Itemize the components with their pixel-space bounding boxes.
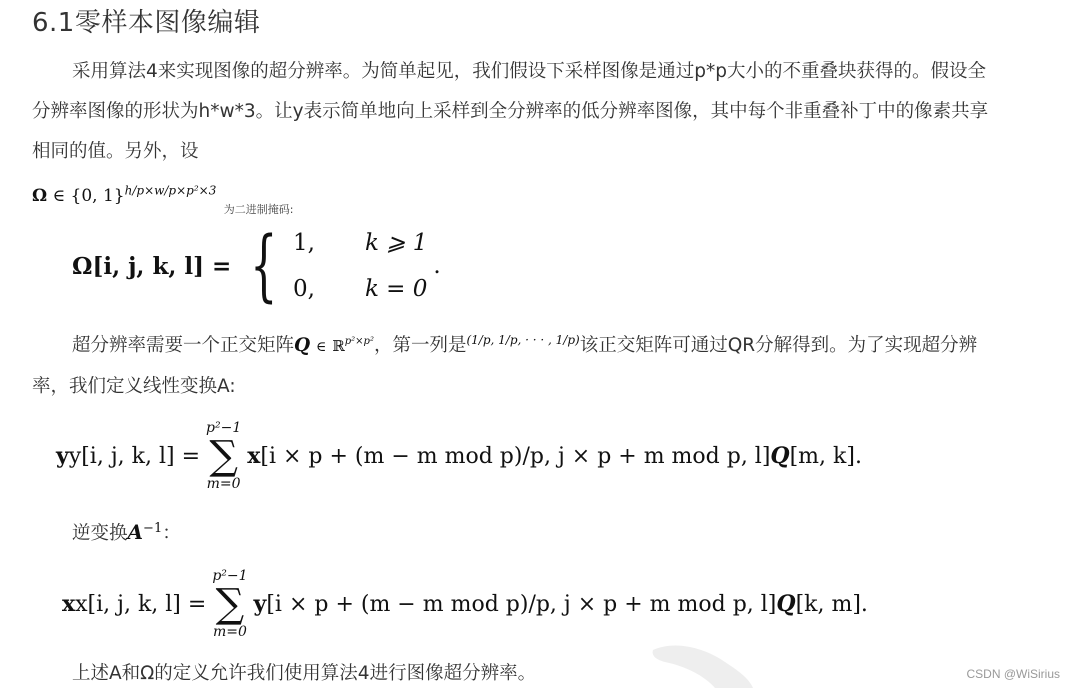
case-1-value: 1, <box>292 230 315 256</box>
eq1-x: x <box>247 443 261 469</box>
sr-text-a: 超分辨率需要一个正交矩阵 <box>72 335 295 356</box>
inverse-colon: ： <box>162 523 181 544</box>
linear-transform-equation <box>56 420 862 492</box>
case-1-condition: k ⩾ 1 <box>364 230 428 256</box>
case-2-condition: k = 0 <box>364 276 428 302</box>
omega-exponent: h/p×w/p×p²×3 <box>124 183 217 198</box>
inverse-transform-equation <box>62 568 868 640</box>
inverse-transform-label <box>32 512 1062 554</box>
intro-line-1: 采用算法4来实现图像的超分辨率。为简单起见，我们假设下采样图像是通过p*p大小的不重叠块获得的。假设全 <box>72 61 987 82</box>
left-brace: { <box>250 221 278 311</box>
cases-period: . <box>433 253 441 279</box>
omega-definition <box>32 183 294 216</box>
cases-rows <box>293 230 427 302</box>
real-set: ℝ <box>332 337 345 355</box>
element-of: ∈ <box>316 339 327 355</box>
eq2-tail: [k, m]. <box>795 591 868 617</box>
sigma-icon: ∑ <box>215 581 245 627</box>
sr-text-b: ，第一列是 <box>373 335 467 356</box>
eq1-tail: [m, k]. <box>789 443 862 469</box>
super-resolution-paragraph <box>32 326 1062 407</box>
eq2-lhs-text: x[i, j, k, l] = <box>75 592 207 617</box>
omega-symbol: Ω <box>32 186 48 206</box>
case-row-1 <box>293 230 427 256</box>
eq2-sum-lower: m=0 <box>212 624 247 640</box>
intro-line-2: 分辨率图像的形状为h*w*3。让y表示简单地向上采样到全分辨率的低分辨率图像，其中每个非重叠补丁中的像素共享 <box>32 101 989 122</box>
closing-paragraph <box>32 654 1062 694</box>
inverse-A: A <box>127 520 144 544</box>
case-row-2 <box>293 276 427 302</box>
eq1-body: [i × p + (m − m mod p)/p, j × p + m mod p, l] <box>260 443 771 469</box>
case-2-value: 0, <box>292 276 315 302</box>
sigma-icon: ∑ <box>209 433 238 479</box>
eq2-body: [i × p + (m − m mod p)/p, j × p + m mod p, l] <box>266 591 777 617</box>
intro-paragraph <box>32 52 1062 172</box>
eq2-sum-upper: p²−1 <box>212 568 248 584</box>
closing-text: 上述A和Ω的定义允许我们使用算法4进行图像超分辨率。 <box>72 663 537 684</box>
eq1-summation <box>206 420 241 492</box>
eq2-Q: Q <box>776 591 796 617</box>
mask-cases-equation <box>72 221 441 311</box>
section-title: 6.1零样本图像编辑 <box>32 8 261 38</box>
eq1-lhs-text: y[i, j, k, l] = <box>68 444 201 469</box>
csdn-watermark: CSDN @WiSirius <box>966 667 1060 681</box>
inverse-exponent: −1 <box>143 520 163 536</box>
eq1-sum-lower: m=0 <box>206 476 241 492</box>
eq1-sum-upper: p²−1 <box>206 420 242 436</box>
binary-mask-note: 为二进制掩码: <box>223 203 294 216</box>
eq1-lhs: yy[i, j, k, l] = <box>56 443 201 469</box>
intro-line-3: 相同的值。另外，设 <box>32 141 199 162</box>
eq2-summation <box>212 568 247 640</box>
eq2-y: y <box>253 591 267 617</box>
sr-text-c: 该正交矩阵可通过QR分解得到。为了实现超分辨 <box>579 335 978 356</box>
first-column-vector: (1/p, 1/p, · · · , 1/p) <box>466 332 580 347</box>
eq1-Q: Q <box>770 443 790 469</box>
inverse-text: 逆变换 <box>72 523 128 544</box>
matrix-Q: Q <box>294 335 311 356</box>
eq2-lhs: xx[i, j, k, l] = <box>62 591 207 617</box>
sr-line-2: 率，我们定义线性变换A: <box>32 376 236 397</box>
cases-lhs: Ω[i, j, k, l] = <box>72 252 232 280</box>
real-set-exponent: p²×p² <box>344 335 374 347</box>
watermark-logo-icon <box>645 640 755 689</box>
omega-set: ∈ {0, 1} <box>52 186 125 206</box>
